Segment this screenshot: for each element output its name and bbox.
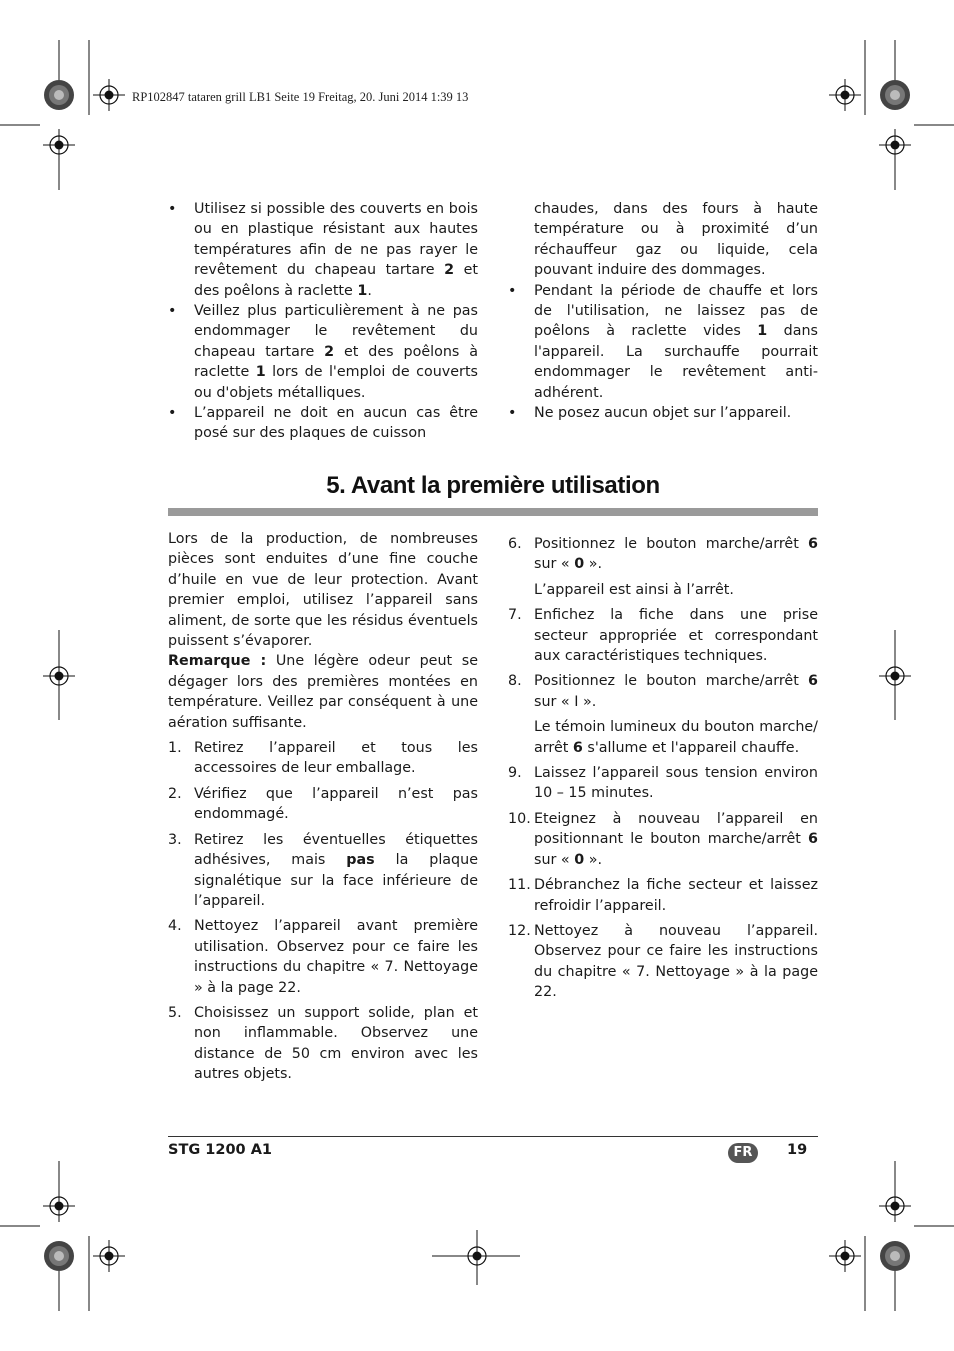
step-item bbox=[508, 763, 818, 804]
bullet-item-marker: • bbox=[508, 405, 517, 422]
model-number: STG 1200 A1 bbox=[168, 1142, 272, 1158]
bullet-item-text: L’appareil ne doit en aucun cas être posé sur des plaques de cuisson bbox=[194, 405, 478, 442]
step-item-marker: 10. bbox=[508, 810, 531, 827]
step-item bbox=[168, 784, 478, 825]
title-underline bbox=[168, 508, 818, 516]
step-item bbox=[508, 809, 818, 870]
step-item bbox=[168, 916, 478, 998]
body-left-column bbox=[168, 529, 478, 1085]
step-item bbox=[508, 875, 818, 916]
step-item-text: Positionnez le bouton marche/arrêt 6 sur « 0 ». bbox=[534, 536, 818, 573]
remark-paragraph bbox=[168, 651, 478, 733]
step-item-text: Vérifiez que l’appareil n’est pas endommagé. bbox=[194, 785, 478, 823]
step-item bbox=[508, 534, 818, 600]
step-item-text: Débranchez la fiche secteur et laissez refroidir l’appareil. bbox=[534, 877, 818, 914]
step-item-text: Retirez les éventuelles étiquettes adhésives, mais pas la plaque signalétique sur la face inférieure de l’appareil. bbox=[194, 831, 478, 909]
bullet-item-marker: • bbox=[168, 201, 177, 217]
language-badge: FR bbox=[728, 1143, 758, 1163]
step-item bbox=[508, 605, 818, 666]
step-item-marker: 2. bbox=[168, 785, 182, 802]
step-item bbox=[508, 671, 818, 758]
bullet-item-marker: • bbox=[508, 282, 517, 299]
bullet-item bbox=[168, 403, 478, 444]
step-item-text: Nettoyez à nouveau l’appareil. Observez pour ce faire les instructions du chapitre « 7. Nettoyage » à la page 22. bbox=[534, 922, 818, 1001]
step-item-marker: 5. bbox=[168, 1004, 182, 1021]
bullet-item bbox=[508, 403, 818, 423]
step-item-text: Nettoyez l’appareil avant première utilisation. Observez pour ce faire les instructions du chapitre « 7. Nettoyage » à la page 22. bbox=[194, 918, 478, 996]
top-right-column bbox=[508, 199, 818, 423]
step-item bbox=[168, 830, 478, 912]
section-title: 5. Avant la première utilisation bbox=[326, 472, 660, 499]
step-item-marker: 6. bbox=[508, 536, 522, 552]
intro-paragraph: Lors de la production, de nombreuses pièces sont enduites d’une fine couche d’huile en vue de leur protection. Avant premier emploi, utilisez l’appareil sans aliment, de sorte que les résidus éventuels puissent s’évaporer. bbox=[168, 531, 478, 650]
remark-label: Remarque : bbox=[168, 653, 267, 670]
step-item-marker: 3. bbox=[168, 831, 182, 848]
remark-text: Une légère odeur peut se dégager lors des premières montées en température. Veillez par conséquent à une aération suffisante. bbox=[168, 653, 479, 731]
bullet-item bbox=[168, 199, 478, 301]
step-item bbox=[508, 921, 818, 1003]
bullet-item bbox=[168, 301, 478, 403]
step-item-text: Eteignez à nouveau l’appareil en positionnant le bouton marche/arrêt 6 sur « 0 ». bbox=[534, 810, 818, 868]
continued-paragraph: chaudes, dans des fours à haute température ou à proximité d’un réchauffeur gaz ou liquide, cela pouvant induire des dommages. bbox=[534, 201, 818, 279]
step-item-marker: 9. bbox=[508, 765, 522, 782]
step-item bbox=[168, 1003, 478, 1085]
step-item-marker: 8. bbox=[508, 673, 522, 690]
footer-rule bbox=[168, 1136, 818, 1137]
step-item-marker: 4. bbox=[168, 918, 182, 935]
step-item-marker: 1. bbox=[168, 740, 182, 757]
bullet-item bbox=[508, 281, 818, 403]
bullet-item-text: Ne posez aucun objet sur l’appareil. bbox=[534, 405, 792, 422]
step-item-text: Positionnez le bouton marche/arrêt 6 sur « I ». bbox=[534, 673, 818, 710]
step-item bbox=[168, 738, 478, 779]
step-item-marker: 12. bbox=[508, 922, 531, 939]
bullet-item-text: Utilisez si possible des couverts en bois ou en plastique résistant aux hautes températures afin de ne pas rayer le revêtement du chapeau tartare 2 et des poêlons à raclette 1. bbox=[194, 201, 478, 299]
step-item-marker: 7. bbox=[508, 607, 522, 624]
step-item-text: Laissez l’appareil sous tension environ 10 – 15 minutes. bbox=[534, 765, 818, 802]
bullet-item-text: Veillez plus particulièrement à ne pas endommager le revêtement du chapeau tartare 2 et des poêlons à raclette 1 lors de l'emploi de couverts ou d'objets métalliques. bbox=[194, 303, 478, 401]
bullet-item-marker: • bbox=[168, 405, 177, 422]
body-right-column bbox=[508, 529, 818, 1003]
step-item-note: Le témoin lumineux du bouton marche/ arrêt 6 s'allume et l'appareil chauffe. bbox=[534, 719, 818, 756]
step-item-note: L’appareil est ainsi à l’arrêt. bbox=[534, 581, 734, 598]
step-item-text: Choisissez un support solide, plan et non inflammable. Observez une distance de 50 cm environ avec les autres objets. bbox=[194, 1004, 478, 1083]
bullet-item-marker: • bbox=[168, 303, 177, 320]
bullet-item-text: Pendant la période de chauffe et lors de l'utilisation, ne laissez pas de poêlons à raclette vides 1 dans l'appareil. La surchauffe pourrait endommager le revêtement anti-adhérent. bbox=[534, 282, 818, 401]
steps-list-right bbox=[508, 534, 818, 1003]
page-number: 19 bbox=[787, 1142, 808, 1158]
step-item-text: Enfichez la fiche dans une prise secteur appropriée et correspondant aux caractéristiques techniques. bbox=[534, 607, 818, 665]
step-item-text: Retirez l’appareil et tous les accessoires de leur emballage. bbox=[194, 740, 478, 777]
top-left-column bbox=[168, 199, 478, 444]
step-item-marker: 11. bbox=[508, 877, 531, 894]
steps-list-left bbox=[168, 738, 478, 1085]
print-slug: RP102847 tataren grill LB1 Seite 19 Freitag, 20. Juni 2014 1:39 13 bbox=[132, 90, 469, 104]
top-right-bullets bbox=[508, 281, 818, 424]
